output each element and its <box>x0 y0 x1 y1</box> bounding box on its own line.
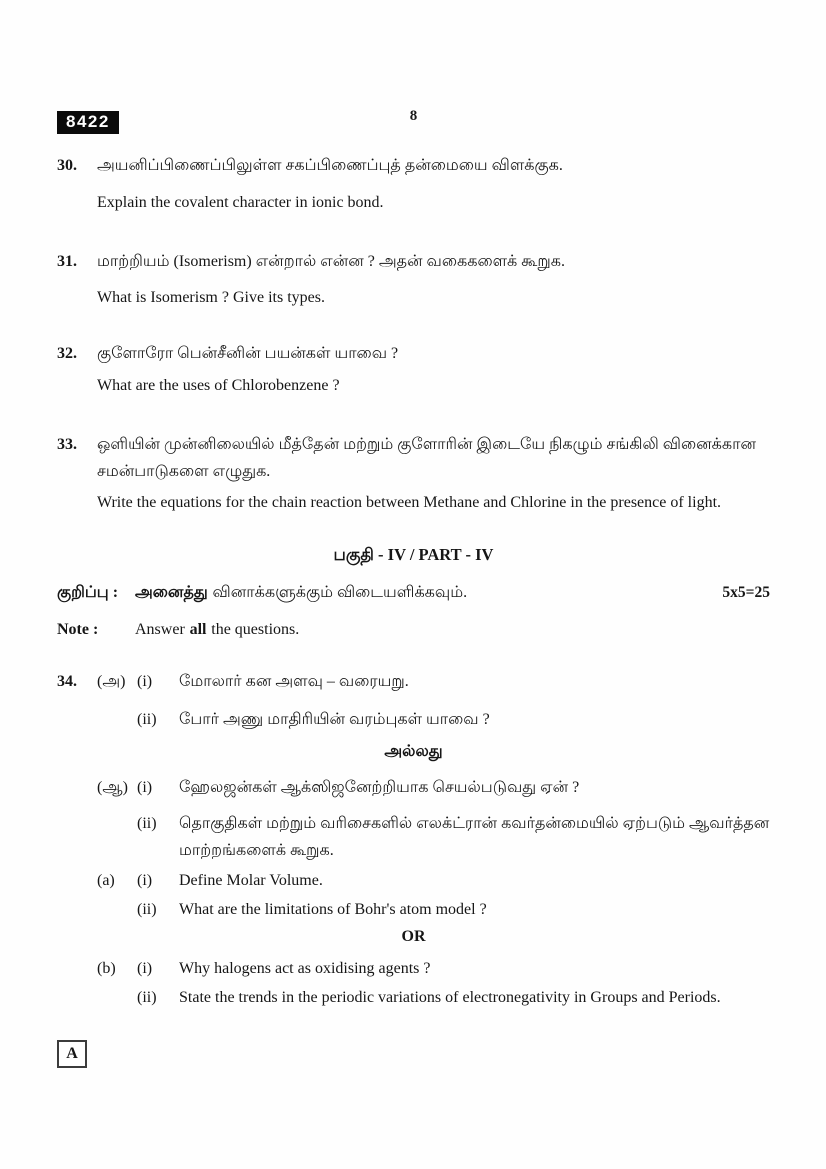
item-text: State the trends in the periodic variations of electronegativity in Groups and Periods. <box>179 989 721 1006</box>
question-33-english-text: Write the equations for the chain reaction between Methane and Chlorine in the presence of light. <box>97 494 722 511</box>
item-text: மோலார் கன அளவு – வரையறு. <box>179 673 409 690</box>
question-34-number: 34. <box>57 673 77 690</box>
question-34-option-a-ta-item-i <box>57 668 770 695</box>
note-tamil-text <box>135 579 467 606</box>
question-30-english-text: Explain the covalent character in ionic bond. <box>97 194 384 211</box>
note-english-text <box>135 617 299 642</box>
item-ii-marker: (ii) <box>137 989 157 1006</box>
note-tamil-row <box>57 579 770 606</box>
option-a-en-label: (a) <box>97 872 115 889</box>
question-33-tamil-text: ஒளியின் முன்னிலையில் மீத்தேன் மற்றும் குளோரின் இடையே நிகழும் சங்கிலி வினைக்கான சமன்பாடுகளை எழுதுக. <box>97 436 756 480</box>
item-i-marker: (i) <box>137 872 153 889</box>
question-34-option-a-ta-item-ii <box>57 706 770 733</box>
question-34-option-b-en-item-i <box>57 956 770 981</box>
question-31-number: 31. <box>57 253 77 270</box>
question-32-english-text: What are the uses of Chlorobenzene ? <box>97 377 340 394</box>
option-aa-ta-label: (ஆ) <box>97 779 128 796</box>
question-31-english-row <box>57 285 770 310</box>
note-english-row <box>57 617 770 642</box>
part-4-heading: பகுதி - IV / PART - IV <box>333 545 494 564</box>
note-english-pre: Answer <box>135 621 185 638</box>
note-tamil-label: குறிப்பு : <box>57 584 119 601</box>
question-33-number: 33. <box>57 436 77 453</box>
question-30-tamil-row <box>57 152 770 179</box>
item-i-marker: (i) <box>137 960 153 977</box>
question-34-option-aa-ta-item-i <box>57 774 770 801</box>
page-header <box>57 108 770 136</box>
question-31-english-text: What is Isomerism ? Give its types. <box>97 289 325 306</box>
item-ii-marker: (ii) <box>137 711 157 728</box>
item-text: What are the limitations of Bohr's atom model ? <box>179 901 487 918</box>
note-tamil-emphasis: அனைத்து <box>135 584 208 601</box>
item-i-marker: (i) <box>137 673 153 690</box>
question-34-option-b-en-item-ii <box>57 985 770 1010</box>
item-text: Why halogens act as oxidising agents ? <box>179 960 431 977</box>
or-separator-english: OR <box>401 928 426 945</box>
item-ii-marker: (ii) <box>137 901 157 918</box>
question-33-english-row <box>57 490 770 515</box>
question-32-number: 32. <box>57 345 77 362</box>
question-33-tamil-row <box>57 431 770 485</box>
note-english-emphasis: all <box>189 621 207 638</box>
note-english-label: Note : <box>57 621 99 638</box>
item-text: தொகுதிகள் மற்றும் வரிசைகளில் எலக்ட்ரான் கவர்தன்மையில் ஏற்படும் ஆவர்த்தன மாற்றங்களைக் கூறுக. <box>179 815 770 859</box>
question-32-tamil-row <box>57 340 770 367</box>
exam-code-badge: 8422 <box>57 111 119 134</box>
item-ii-marker: (ii) <box>137 815 157 832</box>
note-tamil-rest: வினாக்களுக்கும் விடையளிக்கவும். <box>212 584 468 601</box>
question-31-tamil-row <box>57 248 770 275</box>
question-32-tamil-text: குளோரோ பென்சீனின் பயன்கள் யாவை ? <box>97 345 399 362</box>
option-a-ta-label: (அ) <box>97 673 126 690</box>
question-30-english-row <box>57 190 770 215</box>
item-i-marker: (i) <box>137 779 153 796</box>
question-34-option-aa-ta-item-ii <box>57 810 770 864</box>
question-31-tamil-text: மாற்றியம் (Isomerism) என்றால் என்ன ? அதன் வகைகளைக் கூறுக. <box>97 253 565 270</box>
item-text: Define Molar Volume. <box>179 872 323 889</box>
note-english-rest: the questions. <box>211 621 300 638</box>
question-34-option-a-en-item-ii <box>57 897 770 922</box>
option-b-en-label: (b) <box>97 960 116 977</box>
or-separator-tamil: அல்லது <box>384 743 443 760</box>
question-34-option-a-en-item-i <box>57 868 770 893</box>
question-32-english-row <box>57 373 770 398</box>
item-text: போர் அணு மாதிரியின் வரம்புகள் யாவை ? <box>179 711 490 728</box>
item-text: ஹேலஜன்கள் ஆக்ஸிஜனேற்றியாக செயல்படுவது ஏன் ? <box>179 779 580 796</box>
marks-scheme: 5x5=25 <box>722 584 770 601</box>
section-mark-box: A <box>57 1040 87 1068</box>
question-30-tamil-text: அயனிப்பிணைப்பிலுள்ள சகப்பிணைப்புத் தன்மையை விளக்குக. <box>97 157 563 174</box>
page-number: 8 <box>409 108 418 124</box>
question-30-number: 30. <box>57 157 77 174</box>
